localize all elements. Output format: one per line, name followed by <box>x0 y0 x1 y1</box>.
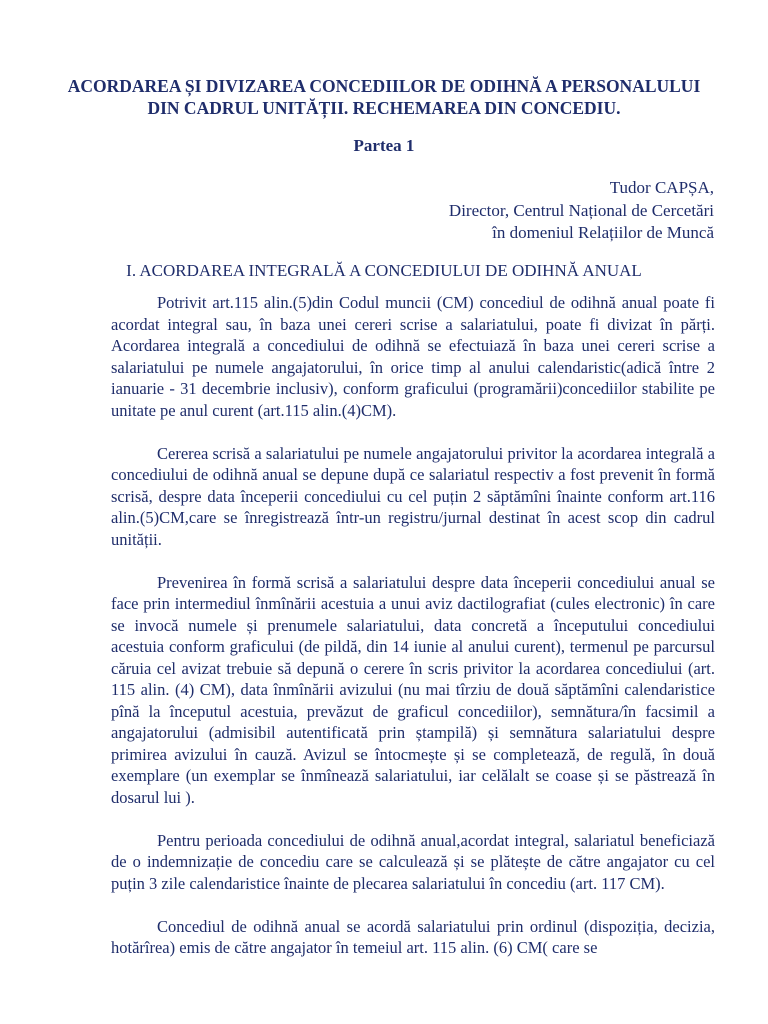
document-subtitle: Partea 1 <box>353 136 415 155</box>
author-position: Director, Centrul Național de Cercetări <box>448 200 714 220</box>
author-name: Tudor CAPȘA, <box>609 178 714 197</box>
paragraph: Pentru perioada concediului de odihnă anual,acordat integral, salariatul beneficiază de o indemnizație de concediu care se calculează și se plătește de către angajator cu cel puțin 3 zile calendaristice înainte de plecarea salariatului în concediu (art. 117 CM). <box>111 830 715 893</box>
paragraph: Cererea scrisă a salariatului pe numele angajatorului privitor la acordarea integrală a concediului de odihnă anual se depune după ce salariatul respectiv a fost prevenit în formă scrisă, despre data începerii concediului cu cel puțin 2 săptămîni înainte conform art.116 alin.(5)CM,care se înregistrează într-un registru/jurnal destinat în acest scop din cadrul unității. <box>111 443 715 549</box>
document-title: ACORDAREA ȘI DIVIZAREA CONCEDIILOR DE ODIHNĂ A PERSONALULUI DIN CADRUL UNITĂȚII. RECHEMAREA DIN CONCEDIU. <box>67 76 701 118</box>
author-domain: în domeniul Relațiilor de Muncă <box>492 223 714 242</box>
paragraph: Potrivit art.115 alin.(5)din Codul muncii (CM) concediul de odihnă anual poate fi acordat integral sau, în baza unei cereri scrise a salariatului, poate fi divizat în părți. Acordarea integrală a concediului de odihnă se efectuiază în baza unei cereri scrise a salariatului pe numele angajatorului, în orice timp al anului calendaristic(adică între 2 ianuarie - 31 decembrie inclusiv), conform graficului (programării)concediilor stabilite pe unitate pe anul curent (art.115 alin.(4)CM). <box>111 293 715 420</box>
author-block <box>449 177 714 245</box>
paragraph: Prevenirea în formă scrisă a salariatului despre data începerii concediului anual se face prin intermediul înmînării acestuia a unui aviz dactilografiat (cules electronic) în care se invocă numele și prenumele salariatului, data concretă a începutului concediului acestuia conform graficului (de pildă, din 14 iunie al anului curent), termenul pe parcursul căruia cel avizat trebuie să depună o cerere în scris privitor la acordarea concediului (art. 115 alin. (4) CM), data înmînării avizului (nu mai tîrziu de două săptămîni calendaristice pînă la începutul acestuia, prevăzut de graficul concediilor), semnătura/în facsimil a angajatorului (admisibil autentificată prin ștampilă) și semnătura salariatului despre primirea avizului în cauză. Avizul se întocmește și se completează, de regulă, în două exemplare (un exemplar se înmînează salariatului, iar celălalt se coase și se păstrează în dosarul lui ). <box>111 572 715 807</box>
body-text <box>111 292 715 980</box>
paragraph: Concediul de odihnă anual se acordă salariatului prin ordinul (dispoziția, decizia, hotărîrea) emis de către angajator în temeiul art. 115 alin. (6) CM( care se <box>111 916 715 957</box>
section-heading: I. ACORDAREA INTEGRALĂ A CONCEDIULUI DE ODIHNĂ ANUAL <box>126 261 642 280</box>
